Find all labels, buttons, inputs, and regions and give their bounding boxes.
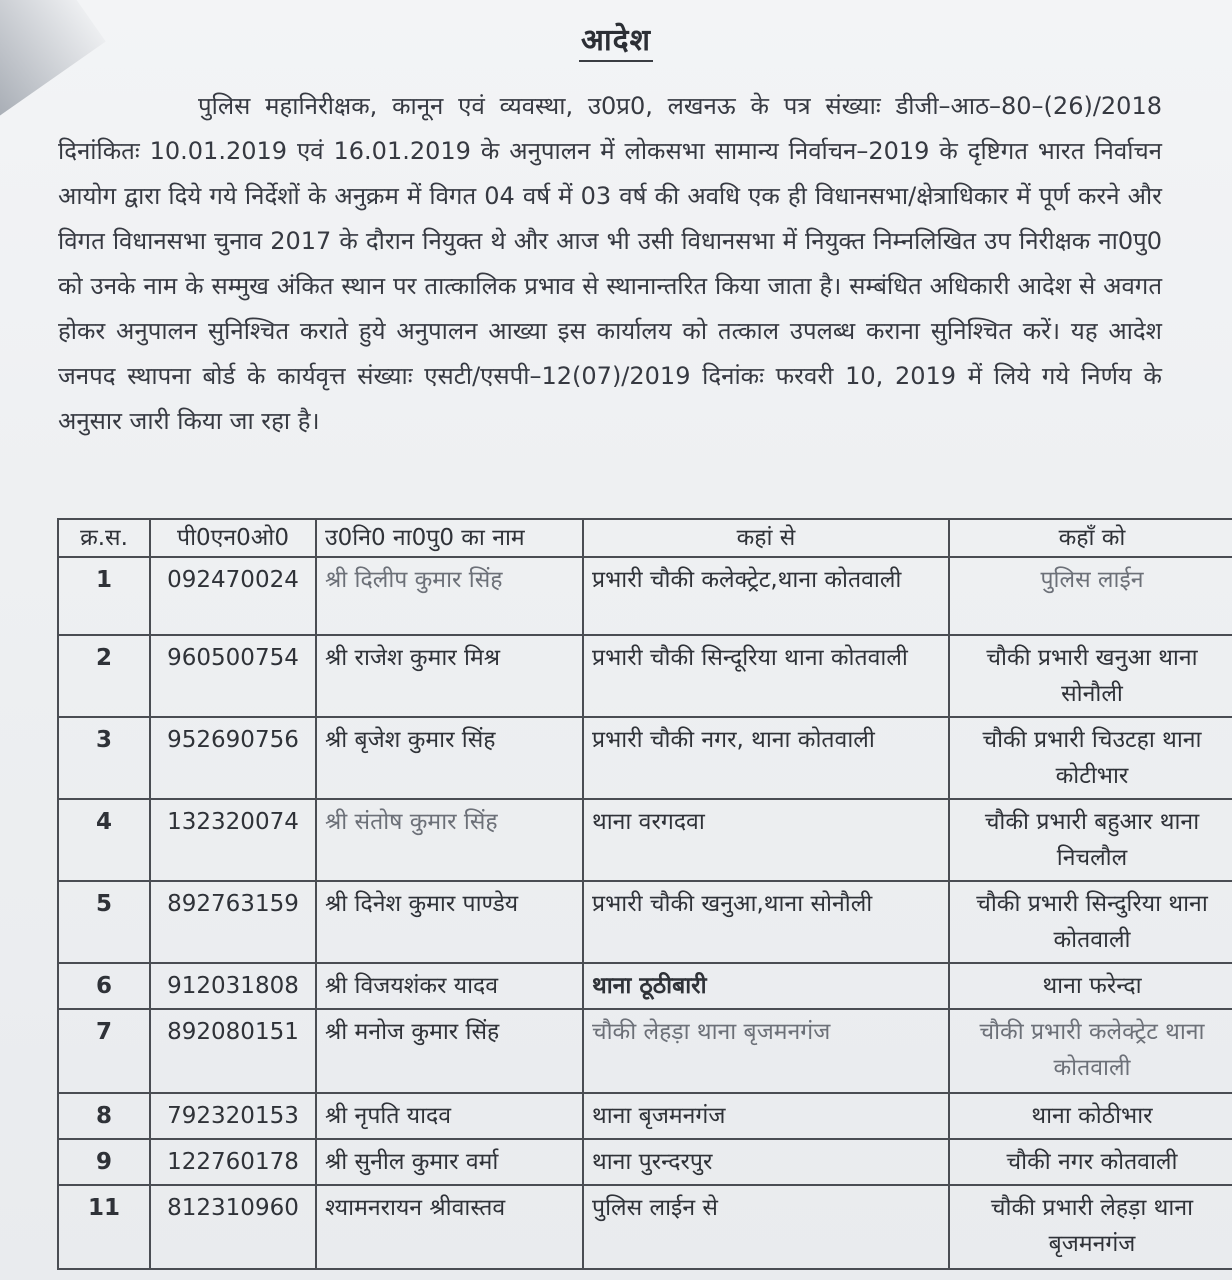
row-name: श्री दिलीप कुमार सिंह xyxy=(316,557,583,635)
row-pno: 892080151 xyxy=(150,1009,316,1093)
row-from: प्रभारी चौकी खनुआ,थाना सोनौली xyxy=(583,881,949,963)
transfer-table xyxy=(57,518,1232,1270)
row-serial-number: 11 xyxy=(58,1185,150,1269)
header-to: कहॉं को xyxy=(949,519,1232,557)
row-name: श्री नृपति यादव xyxy=(316,1093,583,1139)
row-pno: 812310960 xyxy=(150,1185,316,1269)
row-name: श्री संतोष कुमार सिंह xyxy=(316,799,583,881)
row-from: चौकी लेहड़ा थाना बृजमनगंज xyxy=(583,1009,949,1093)
table-row xyxy=(58,717,1232,799)
row-to: चौकी प्रभारी सिन्दुरिया थाना कोतवाली xyxy=(949,881,1232,963)
row-to: चौकी प्रभारी कलेक्ट्रेट थाना कोतवाली xyxy=(949,1009,1232,1093)
table-row xyxy=(58,635,1232,717)
row-serial-number: 6 xyxy=(58,963,150,1009)
row-from: पुलिस लाईन से xyxy=(583,1185,949,1269)
row-pno: 892763159 xyxy=(150,881,316,963)
row-from: थाना पुरन्दरपुर xyxy=(583,1139,949,1185)
row-to: थाना कोठीभार xyxy=(949,1093,1232,1139)
row-to: चौकी प्रभारी बहुआर थाना निचलौल xyxy=(949,799,1232,881)
table-row xyxy=(58,557,1232,635)
row-to: चौकी नगर कोतवाली xyxy=(949,1139,1232,1185)
row-serial-number: 4 xyxy=(58,799,150,881)
row-name: श्री विजयशंकर यादव xyxy=(316,963,583,1009)
header-serial-number: क्र.स. xyxy=(58,519,150,557)
row-pno: 122760178 xyxy=(150,1139,316,1185)
row-serial-number: 9 xyxy=(58,1139,150,1185)
row-serial-number: 5 xyxy=(58,881,150,963)
row-pno: 092470024 xyxy=(150,557,316,635)
row-to: चौकी प्रभारी चिउटहा थाना कोटीभार xyxy=(949,717,1232,799)
table-row xyxy=(58,1185,1232,1269)
table-header-row xyxy=(58,519,1232,557)
table-row xyxy=(58,963,1232,1009)
row-to: थाना फरेन्दा xyxy=(949,963,1232,1009)
table-row xyxy=(58,1093,1232,1139)
row-name: श्री मनोज कुमार सिंह xyxy=(316,1009,583,1093)
header-name: उ0नि0 ना0पु0 का नाम xyxy=(316,519,583,557)
row-pno: 912031808 xyxy=(150,963,316,1009)
row-pno: 952690756 xyxy=(150,717,316,799)
row-serial-number: 7 xyxy=(58,1009,150,1093)
row-pno: 960500754 xyxy=(150,635,316,717)
row-serial-number: 8 xyxy=(58,1093,150,1139)
row-to: पुलिस लाईन xyxy=(949,557,1232,635)
table-row xyxy=(58,1009,1232,1093)
row-pno: 792320153 xyxy=(150,1093,316,1139)
row-serial-number: 1 xyxy=(58,557,150,635)
row-serial-number: 3 xyxy=(58,717,150,799)
row-name: श्री सुनील कुमार वर्मा xyxy=(316,1139,583,1185)
table-row xyxy=(58,881,1232,963)
row-from: प्रभारी चौकी कलेक्ट्रेट,थाना कोतवाली xyxy=(583,557,949,635)
table-row xyxy=(58,799,1232,881)
row-name: श्री दिनेश कुमार पाण्डेय xyxy=(316,881,583,963)
row-from: प्रभारी चौकी नगर, थाना कोतवाली xyxy=(583,717,949,799)
row-from: थाना ठूठीबारी xyxy=(583,963,949,1009)
row-name: श्री बृजेश कुमार सिंह xyxy=(316,717,583,799)
order-title-text: आदेश xyxy=(579,23,653,62)
order-title xyxy=(0,18,1232,59)
header-from: कहां से xyxy=(583,519,949,557)
header-pno: पी0एन0ओ0 xyxy=(150,519,316,557)
order-paragraph: पुलिस महानिरीक्षक, कानून एवं व्यवस्था, उ0प्र0, लखनऊ के पत्र संख्याः डीजी–आठ–80–(26)/2018 दिनांकितः 10.01.2019 एवं 16.01.2019 के अनुपालन में लोकसभा सामान्य निर्वाचन–2019 के दृष्टिगत भारत निर्वाचन आयोग द्वारा दिये गये निर्देशों के अनुक्रम में विगत 04 वर्ष में 03 वर्ष की अवधि एक ही विधानसभा/क्षेत्राधिकार में पूर्ण करने और विगत विधानसभा चुनाव 2017 के दौरान नियुक्त थे और आज भी उसी विधानसभा में नियुक्त निम्नलिखित उप निरीक्षक ना0पु0 को उनके नाम के सम्मुख अंकित स्थान पर तात्कालिक प्रभाव से स्थानान्तरित किया जाता है। सम्बंधित अधिकारी आदेश से अवगत होकर अनुपालन सुनिश्चित कराते हुये अनुपालन आख्या इस कार्यालय को तत्काल उपलब्ध कराना सुनिश्चित करें। यह आदेश जनपद स्थापना बोर्ड के कार्यवृत्त संख्याः एसटी/एसपी–12(07)/2019 दिनांकः फरवरी 10, 2019 में लिये गये निर्णय के अनुसार जारी किया जा रहा है। xyxy=(58,92,1162,435)
row-from: थाना वरगदवा xyxy=(583,799,949,881)
table-row xyxy=(58,1139,1232,1185)
row-name: श्यामनरायन श्रीवास्तव xyxy=(316,1185,583,1269)
row-serial-number: 2 xyxy=(58,635,150,717)
row-pno: 132320074 xyxy=(150,799,316,881)
row-to: चौकी प्रभारी लेहड़ा थाना बृजमनगंज xyxy=(949,1185,1232,1269)
row-name: श्री राजेश कुमार मिश्र xyxy=(316,635,583,717)
row-to: चौकी प्रभारी खनुआ थाना सोनौली xyxy=(949,635,1232,717)
row-from: प्रभारी चौकी सिन्दूरिया थाना कोतवाली xyxy=(583,635,949,717)
row-from: थाना बृजमनगंज xyxy=(583,1093,949,1139)
